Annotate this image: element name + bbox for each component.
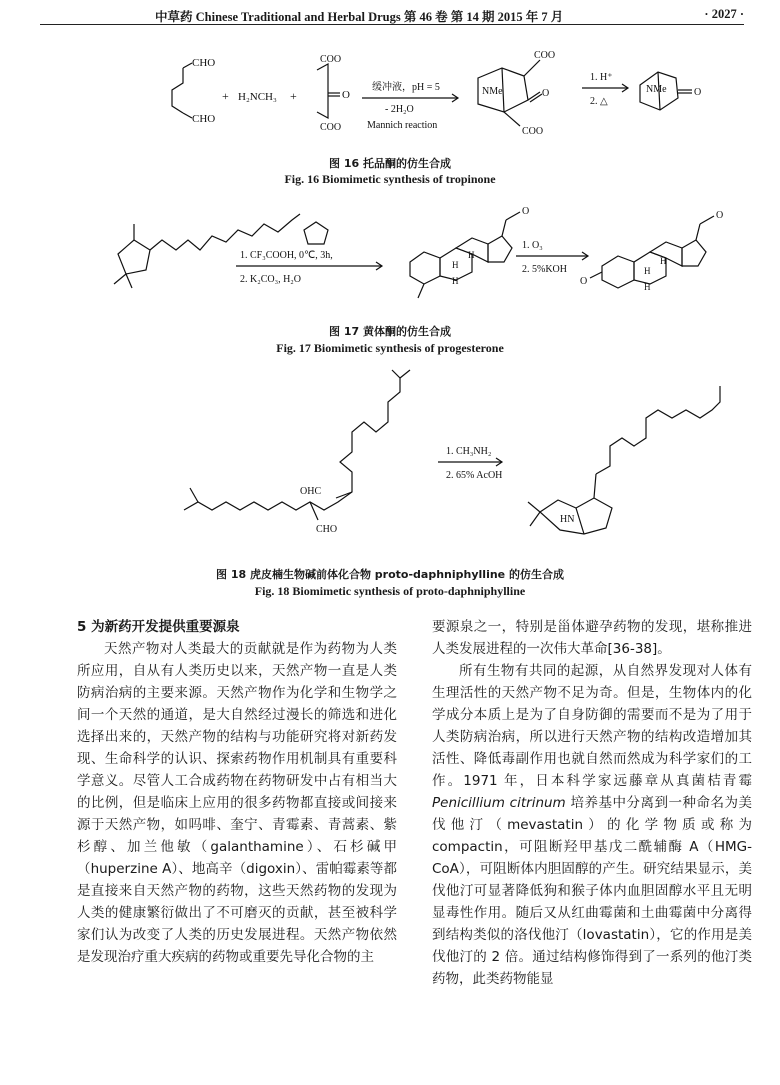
fig17-step-line1: 1. O₃ [522, 240, 543, 251]
cho-label: CHO [316, 524, 338, 535]
fig16-scheme [0, 30, 780, 150]
fig18-reagent-line2: 2. 65% AcOH [446, 470, 503, 481]
fig18-caption-zh: 图 18 虎皮楠生物碱前体化合物 proto-daphniphylline 的仿生合成 [216, 568, 564, 581]
coo-bottom-label: COO [320, 122, 342, 133]
arrow1-water-loss: - 2H₂O [385, 104, 414, 115]
fig18-scheme [0, 362, 780, 562]
progesterone-ring-a [602, 256, 634, 288]
fig17-reagent-line1: 1. CF₃COOH, 0℃, 3h, [240, 250, 333, 261]
left-paragraph: 天然产物对人类最大的贡献就是作为药物为人类所应用，自从有人类历史以来，天然产物一直是人类防病治病的主要来源。天然产物作为化学和生物学之间一个天然的通道，是大自然经过漫长的筛选和进化选择出来的，天然产物的结构与功能研究将对新药发现、生命科学的认识、探索药物作用机制具有重要科学意义。尽管人工合成药物在药物研发中占有相当大的比例，但是临床上应用的很多药物都直接或间接来源于天然产物，如吗啡、奎宁、青霉素、青蒿素、紫杉醇、加兰他敏（galanthamine）、石杉碱甲（huperzine A）、地高辛（digoxin）、雷帕霉素等都是直接来自天然产物的药物，这些天然药物的发现为人类的健康繁衍做出了不可磨灭的贡献，甚至被科学家们认为改变了人类的历史发展进程。天然产物依然是发现治疗重大疾病的药物或重要先导化合物的主 [77, 641, 397, 965]
intermediate-nme: NMe [482, 86, 503, 97]
intermediate-h2: H [468, 250, 475, 260]
methylamine-label: H₂NCH₃ [238, 91, 277, 103]
keto-o-label: O [342, 89, 350, 101]
progesterone-h2: H [660, 256, 667, 266]
progesterone-ring-d [682, 240, 706, 266]
fig17-reagent-line2: 2. K₂CO₃, H₂O [240, 274, 302, 285]
precursor-chain [184, 378, 400, 510]
intermediate-h1: H [452, 260, 459, 270]
ohc-label: OHC [300, 486, 322, 497]
fig17-caption-en: Fig. 17 Biomimetic synthesis of progesterone [276, 341, 504, 355]
cho-top-label: CHO [192, 57, 216, 69]
left-column [77, 616, 397, 968]
glutaraldehyde-chain [172, 68, 183, 113]
fig18-caption-en: Fig. 18 Biomimetic synthesis of proto-daphniphylline [254, 584, 526, 598]
fig17-step-line2: 2. 5%KOH [522, 264, 567, 275]
product-side-chain [596, 386, 720, 474]
acetonedicarboxylate-chain [317, 64, 328, 118]
right-column [432, 616, 752, 990]
arrow1-mannich: Mannich reaction [367, 120, 438, 131]
fig17-caption-zh: 图 17 黄体酮的仿生合成 [329, 325, 451, 338]
right-paragraph [432, 660, 752, 990]
progesterone-h1: H [644, 266, 651, 276]
intermediate-ring-a [410, 252, 440, 284]
fig16-caption-zh: 图 16 托品酮的仿生合成 [329, 157, 451, 170]
tropinone-o: O [694, 87, 702, 98]
fig17-scheme [0, 192, 780, 320]
right-paragraph-part-a: 所有生物有共同的起源，从自然界发现对人体有生理活性的天然产物不足为奇。但是，生物体内的化学成分本质上是为了自身防御的需要而不是为了用于人类防病治病，所以进行天然产物的结构改造增加其活性、降低毒副作用也就自然而然成为科学家们的工作。1971 年，日本科学家远藤章从真菌桔青霉 [432, 663, 752, 789]
arrow1-conditions: 缓冲液，pH = 5 [372, 82, 440, 93]
section-heading: 5 为新药开发提供重要源泉 [77, 619, 240, 635]
product-hn: HN [560, 514, 575, 525]
intermediate-coo-top: COO [534, 50, 556, 61]
product-cage [540, 498, 612, 534]
progesterone-ketone-o: O [716, 210, 724, 221]
arrow2-heat: 2. △ [590, 96, 608, 107]
intermediate-coo-bottom: COO [522, 126, 544, 137]
polyene-chain [150, 214, 300, 250]
progesterone-h3: H [644, 282, 651, 292]
intermediate-o: O [542, 88, 550, 99]
arrow2-acid: 1. H⁺ [590, 72, 613, 83]
right-paragraph-part-b: 培养基中分离到一种命名为美伐他汀（mevastatin）的化学物质或称为 compactin，可阻断羟甲基戊二酰辅酶 A（HMG-CoA），可阻断体内胆固醇的产生。研究结果显示，美伐他汀可显著降低狗和猴子体内血胆固醇水平且无明显毒性作用。随后又从红曲霉菌和土曲霉菌中分离得到结构类似的洛伐他汀（lovastatin），它的作用是美伐他汀的 2 倍。通过结构修饰得到了一系列的他汀类药物，此类药物能显 [432, 795, 752, 987]
intermediate-ring-d [488, 236, 512, 262]
page-number: · 2027 · [704, 7, 744, 21]
journal-title: 中草药 Chinese Traditional and Herbal Drugs 第 46 卷 第 14 期 2015 年 7 月 [155, 10, 564, 24]
plus-sign-2: + [290, 89, 297, 103]
progesterone-enone-o: O [580, 276, 588, 287]
tropinone-nme: NMe [646, 84, 667, 95]
fig18-reagent-line1: 1. CH₃NH₂ [446, 446, 492, 457]
intermediate-h3: H [452, 276, 459, 286]
cho-bottom-label: CHO [192, 113, 216, 125]
fig16-caption-en: Fig. 16 Biomimetic synthesis of tropinone [284, 172, 496, 186]
species-name: Penicillium citrinum [432, 795, 566, 811]
plus-sign-1: + [222, 89, 229, 103]
coo-top-label: COO [320, 54, 342, 65]
cyclopentene-ring [118, 240, 150, 274]
intermediate-ketone-o: O [522, 206, 530, 217]
running-header [40, 6, 744, 25]
right-continuation: 要源泉之一，特别是甾体避孕药物的发现，堪称推进人类发展进程的一次伟大革命[36-38]。 [432, 619, 752, 657]
